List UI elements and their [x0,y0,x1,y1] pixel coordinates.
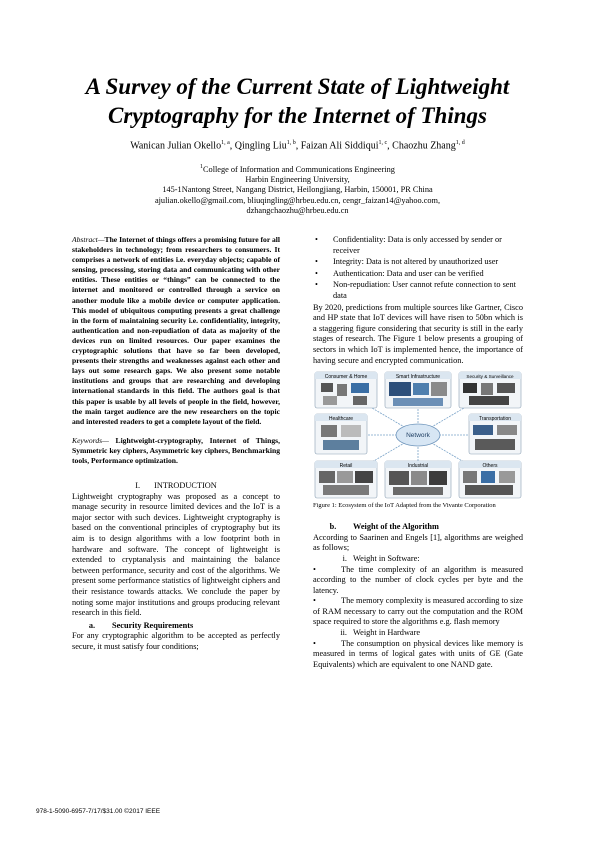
author-2-sup: 1, b [286,140,296,146]
group-label: Consumer & Home [324,374,368,381]
bullet-text: The memory complexity is measured according to size of RAM necessary to carry out the computation and the ROM space required to store the algorithms e.g. flash memory [313,596,523,627]
list-item: • Integrity: Data is not altered by unauthorized user [313,257,523,268]
section-heading-introduction [72,481,280,492]
affiliation [40,162,555,216]
affil-line-1: College of Information and Communications Engineering [203,164,395,174]
group-label: Retail [339,463,353,470]
bullet-text: The consumption on physical devices like memory is measured in terms of logical gates with units of GE (Gate Equivalents) which are equivalent to one NAND gate. [313,638,523,669]
group-label: Healthcare [328,416,354,423]
group-retail [315,461,377,498]
subsection-label: b. [329,522,337,532]
group-label: Industrial [407,463,429,470]
right-column [313,235,523,670]
author-1-sup: 1, a [221,140,230,146]
left-column [72,235,280,653]
group-label: Security & Surveillance [466,374,514,380]
intro-paragraph: Lightweight cryptography was proposed as a concept to manage security in resource limited devices and the IoT is a major sector with such devices. Lightweight cryptography is based on the conventional principles of cryptography but its aim is to design algorithms with a low footprint both in hardware and software. The concept of lightweight is extended to cryptanalysis and maintaining the balance between performance, security and cost of the algorithms. We present some performance statistics of lightweight ciphers and their resistance towards attacks. We conclude the paper by noting some major institutions and groups producing relevant research in this field. [72,491,280,618]
iot-ecosystem-figure [313,371,523,499]
bullet-text: The time complexity of an algorithm is measured according to the number of clock cycles per byte and the latency. [313,564,523,595]
group-consumer-home [315,372,377,408]
group-others [459,461,521,498]
software-bullet-2: • The memory complexity is measured according to size of RAM necessary to carry out the computation and the ROM space required to store the algorithms e.g. flash memory [313,596,523,627]
group-healthcare [315,414,367,454]
subsection-title: Weight of the Algorithm [353,522,439,532]
weight-software-item [313,554,523,565]
author-4: , Chaozhu Zhang [387,140,456,152]
weight-paragraph: According to Saarinen and Engels [1], algorithms are weighed as follows; [313,532,523,553]
affil-sup: 1 [200,164,204,170]
paper-title [40,72,555,130]
roman-numeral: i. [342,553,347,563]
title-line-1: A Survey of the Current State of Lightweight [85,74,510,99]
network-label: Network [406,432,430,440]
affil-line-3: 145-1Nantong Street, Nangang District, Heilongjiang, Harbin, 150001, PR China [162,185,433,195]
list-item: • Confidentiality: Data is only accessed by sender or receiver [313,235,523,256]
abstract-lead: Abstract— [72,235,105,244]
group-label: Others [482,463,498,470]
group-security-surveillance [459,372,521,408]
list-item: • Authentication: Data and user can be verified [313,269,523,280]
keywords [72,436,280,466]
title-line-2: Cryptography for the Internet of Things [108,103,487,128]
author-list [40,140,555,151]
group-label: Smart Infrastructure [395,374,441,381]
group-smart-infrastructure [385,372,451,408]
author-2: , Qingling Liu [229,140,287,152]
group-label: Transportation [478,416,512,423]
abstract [72,235,280,427]
keywords-text: Lightweight-cryptography, Internet of Things, Symmetric key ciphers, Asymmetric key ciphers, Benchmarking tools, Performance optimization. [72,435,280,465]
weight-hardware-item [313,628,523,639]
iot-paragraph: By 2020, predictions from multiple sources like Gartner, Cisco and HP state that IoT devices will have risen to 50bn which is a staggering figure considering that security is still in the early stages of research. The Figure 1 below presents a grouping of sectors in which IoT is implemented hence, the importance of having secure and encrypted communication. [313,302,523,365]
group-industrial [385,461,451,498]
abstract-text: The Internet of things offers a promising future for all stakeholders in technology; from researchers to consumers. It comprises a network of entities i.e. everyday objects; capable of sensing, processing, storing data and communicating with other entities. These entities or “things” can be connected to the internet and monitored or controlled through a service on another module like a mobile device or computer application. This model of ubiquitous computing presents a great challenge in the form of maintaining security i.e. confidentiality, integrity, authentication and non-repudiation of data as majority of the devices run on limited resources. Our paper examines the cryptographic solutions that have so far been developed, presents their strengths and weaknesses against each other and lays out some research gaps. We also present some notable institutions and groups that are researching and developing international standards in this field. The authors goal is that this paper is usable by all levels of people in the field, however, the main target audience are the new researchers on the topic and interested readers to get a complete layout of the field. [72,235,280,426]
author-4-sup: 1, d [455,140,465,146]
keywords-lead: Keywords— [72,435,109,445]
subsection-label: a. [88,620,96,630]
security-paragraph: For any cryptographic algorithm to be accepted as perfectly secure, it must satisfy four conditions; [72,631,280,651]
email-line-2: dzhangchaozhu@hrbeu.edu.cn [246,205,349,215]
ecosystem-diagram [313,371,523,499]
subsection-heading-b [313,522,523,533]
item-text: Weight in Software: [353,553,420,563]
group-transportation [469,414,521,454]
hardware-bullet-1: • The consumption on physical devices like memory is measured in terms of logical gates with units of GE (Gate Equivalents) which are equivalent to one NAND gate. [313,638,523,669]
figure-caption: Figure 1: Ecosystem of the IoT Adapted from the Vivante Corporation [313,502,496,510]
section-number: I. [135,481,141,491]
author-1: Wanican Julian Okello [130,140,222,152]
email-line-1: ajulian.okello@gmail.com, bliuqingling@hrbeu.edu.cn, cengr_faizan14@yahoo.com, [154,195,441,205]
section-title: INTRODUCTION [154,481,217,491]
author-3: , Faizan Ali Siddiqui [295,140,379,152]
list-item: • Non-repudiation: User cannot refute connection to sent data [313,280,523,301]
subsection-heading-a [72,621,280,632]
roman-numeral: ii. [340,628,347,638]
software-bullet-1: • The time complexity of an algorithm is measured according to the number of clock cycles per byte and the latency. [313,564,523,595]
subsection-title: Security Requirements [112,620,194,630]
item-text: Weight in Hardware [353,628,421,638]
requirements-list [313,235,523,302]
author-3-sup: 1, c [378,140,388,146]
network-hub [396,424,440,446]
affil-line-2: Harbin Engineering University, [245,175,350,185]
copyright-footer: 978-1-5090-6957-7/17/$31.00 ©2017 IEEE [36,808,161,815]
